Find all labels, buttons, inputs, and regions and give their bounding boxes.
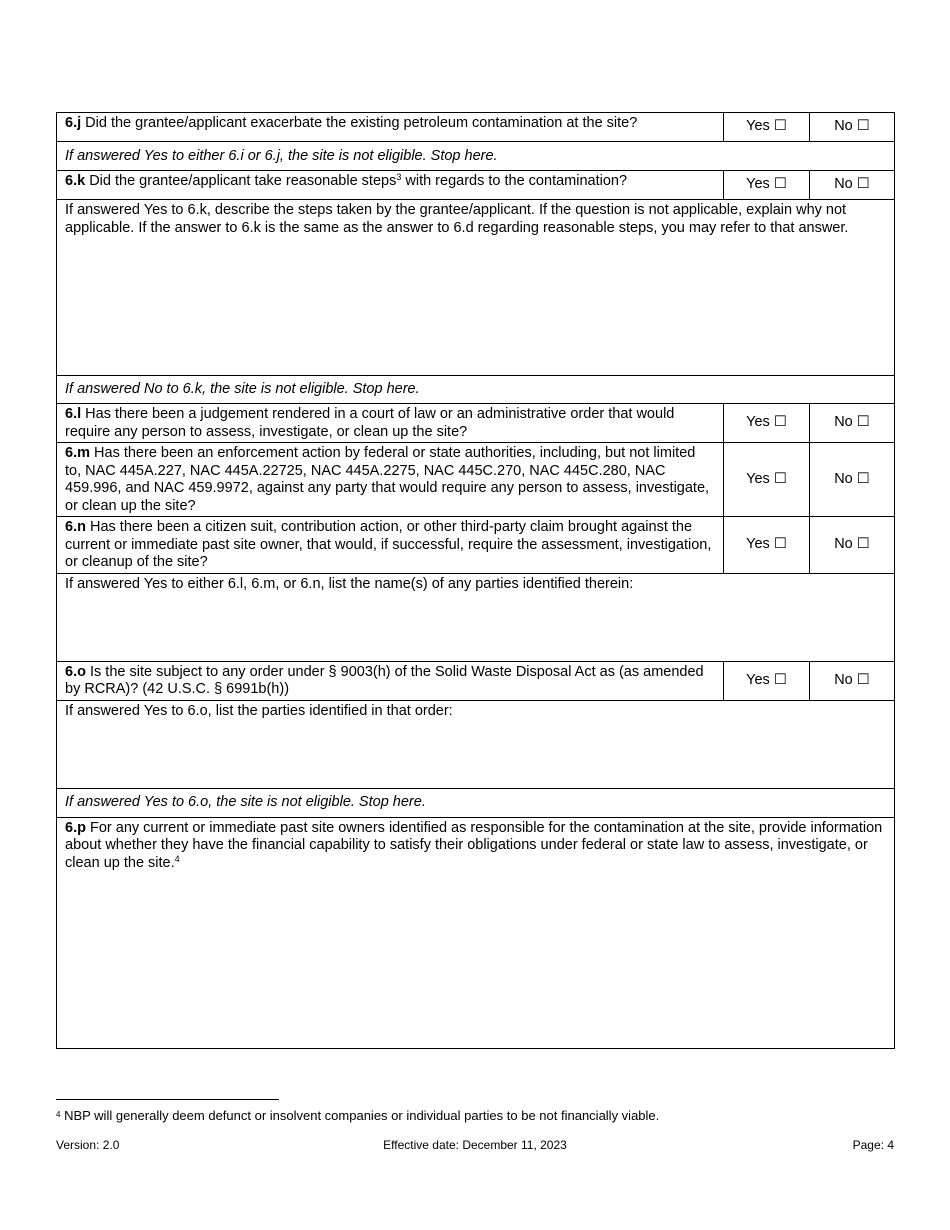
question-6p[interactable] <box>57 817 895 1048</box>
no-checkbox-6o[interactable]: No ☐ <box>810 661 895 700</box>
question-text-cont: with regards to the contamination? <box>401 173 628 189</box>
yes-checkbox-6n[interactable]: Yes ☐ <box>724 517 810 574</box>
answer-area-6lmn-row <box>57 573 895 661</box>
yes-checkbox-6m[interactable]: Yes ☐ <box>724 443 810 517</box>
note-6ij: If answered Yes to either 6.i or 6.j, the site is not eligible. Stop here. <box>57 142 895 171</box>
yes-checkbox-6l[interactable]: Yes ☐ <box>724 404 810 443</box>
question-number: 6.p <box>65 819 86 836</box>
eligibility-form-table <box>56 112 895 1049</box>
footnote-divider <box>56 1099 279 1100</box>
note-6o-row <box>57 788 895 817</box>
question-text: For any current or immediate past site owners identified as responsible for the contamination at the site, provide information about whether they have the financial capability to satisfy their obligations under federal or state law to assess, investigate, or clean up the site. <box>65 819 883 871</box>
question-6m <box>57 443 724 517</box>
yes-checkbox-6k[interactable]: Yes ☐ <box>724 171 810 200</box>
footnote-text: NBP will generally deem defunct or insolvent companies or individual parties to be not financially viable. <box>60 1108 660 1123</box>
note-6ij-row <box>57 142 895 171</box>
question-text: Has there been a citizen suit, contribution action, or other third-party claim brought against the current or immediate past site owner, that would, if successful, require the assessment, investigation, or cleanup of the site? <box>65 519 712 570</box>
question-6m-row <box>57 443 895 517</box>
question-text: Has there been a judgement rendered in a court of law or an administrative order that would require any person to assess, investigate, or clean up the site? <box>65 406 675 440</box>
yes-checkbox-6o[interactable]: Yes ☐ <box>724 661 810 700</box>
question-6n <box>57 517 724 574</box>
no-checkbox-6k[interactable]: No ☐ <box>810 171 895 200</box>
footnote-4 <box>56 1108 659 1124</box>
question-number: 6.l <box>65 406 82 422</box>
answer-area-6lmn[interactable]: If answered Yes to either 6.l, 6.m, or 6.n, list the name(s) of any parties identified therein: <box>57 573 895 661</box>
footnote-ref-3: 3 <box>396 172 402 182</box>
question-6k-row <box>57 171 895 200</box>
question-number: 6.n <box>65 519 86 535</box>
answer-area-6k-row <box>57 200 895 376</box>
note-6k: If answered No to 6.k, the site is not eligible. Stop here. <box>57 376 895 404</box>
no-checkbox-6m[interactable]: No ☐ <box>810 443 895 517</box>
no-checkbox-6l[interactable]: No ☐ <box>810 404 895 443</box>
no-checkbox-6n[interactable]: No ☐ <box>810 517 895 574</box>
question-6l-row <box>57 404 895 443</box>
question-text: Did the grantee/applicant take reasonable steps <box>85 173 397 189</box>
footnote-mark: 4 <box>56 1110 61 1119</box>
question-text: Did the grantee/applicant exacerbate the existing petroleum contamination at the site? <box>81 115 638 131</box>
question-number: 6.m <box>65 445 90 461</box>
question-number: 6.j <box>65 115 82 131</box>
question-6o-row <box>57 661 895 700</box>
answer-area-6o-row <box>57 700 895 788</box>
question-number: 6.k <box>65 173 86 189</box>
question-6p-row <box>57 817 895 1048</box>
footnote-ref-4: 4 <box>174 853 180 864</box>
question-text: Is the site subject to any order under § 9003(h) of the Solid Waste Disposal Act as (as amended by RCRA)? (42 U.S.C. § 6991b(h)) <box>65 663 704 697</box>
yes-checkbox-6j[interactable]: Yes ☐ <box>724 113 810 142</box>
question-text: Has there been an enforcement action by federal or state authorities, including, but not limited to, NAC 445A.227, NAC 445A.22725, NAC 445A.2275, NAC 445C.270, NAC 445C.280, NAC 459.996, and NAC 459.9972, against any party that would require any person to assess, investigate, or clean up the site? <box>65 445 710 514</box>
question-6j <box>57 113 724 142</box>
question-6j-row <box>57 113 895 142</box>
footer-version: Version: 2.0 <box>56 1138 120 1152</box>
question-6k <box>57 171 724 200</box>
answer-area-6k[interactable]: If answered Yes to 6.k, describe the steps taken by the grantee/applicant. If the question is not applicable, explain why not applicable. If the answer to 6.k is the same as the answer to 6.d regarding reasonable steps, you may refer to that answer. <box>57 200 895 376</box>
answer-area-6o[interactable]: If answered Yes to 6.o, list the parties identified in that order: <box>57 700 895 788</box>
footer-page-number: Page: 4 <box>852 1138 894 1152</box>
question-number: 6.o <box>65 663 86 680</box>
question-6l <box>57 404 724 443</box>
note-6o: If answered Yes to 6.o, the site is not eligible. Stop here. <box>57 788 895 817</box>
question-6o <box>57 661 724 700</box>
no-checkbox-6j[interactable]: No ☐ <box>810 113 895 142</box>
question-6n-row <box>57 517 895 574</box>
footer-effective-date: Effective date: December 11, 2023 <box>383 1138 567 1152</box>
note-6k-row <box>57 376 895 404</box>
